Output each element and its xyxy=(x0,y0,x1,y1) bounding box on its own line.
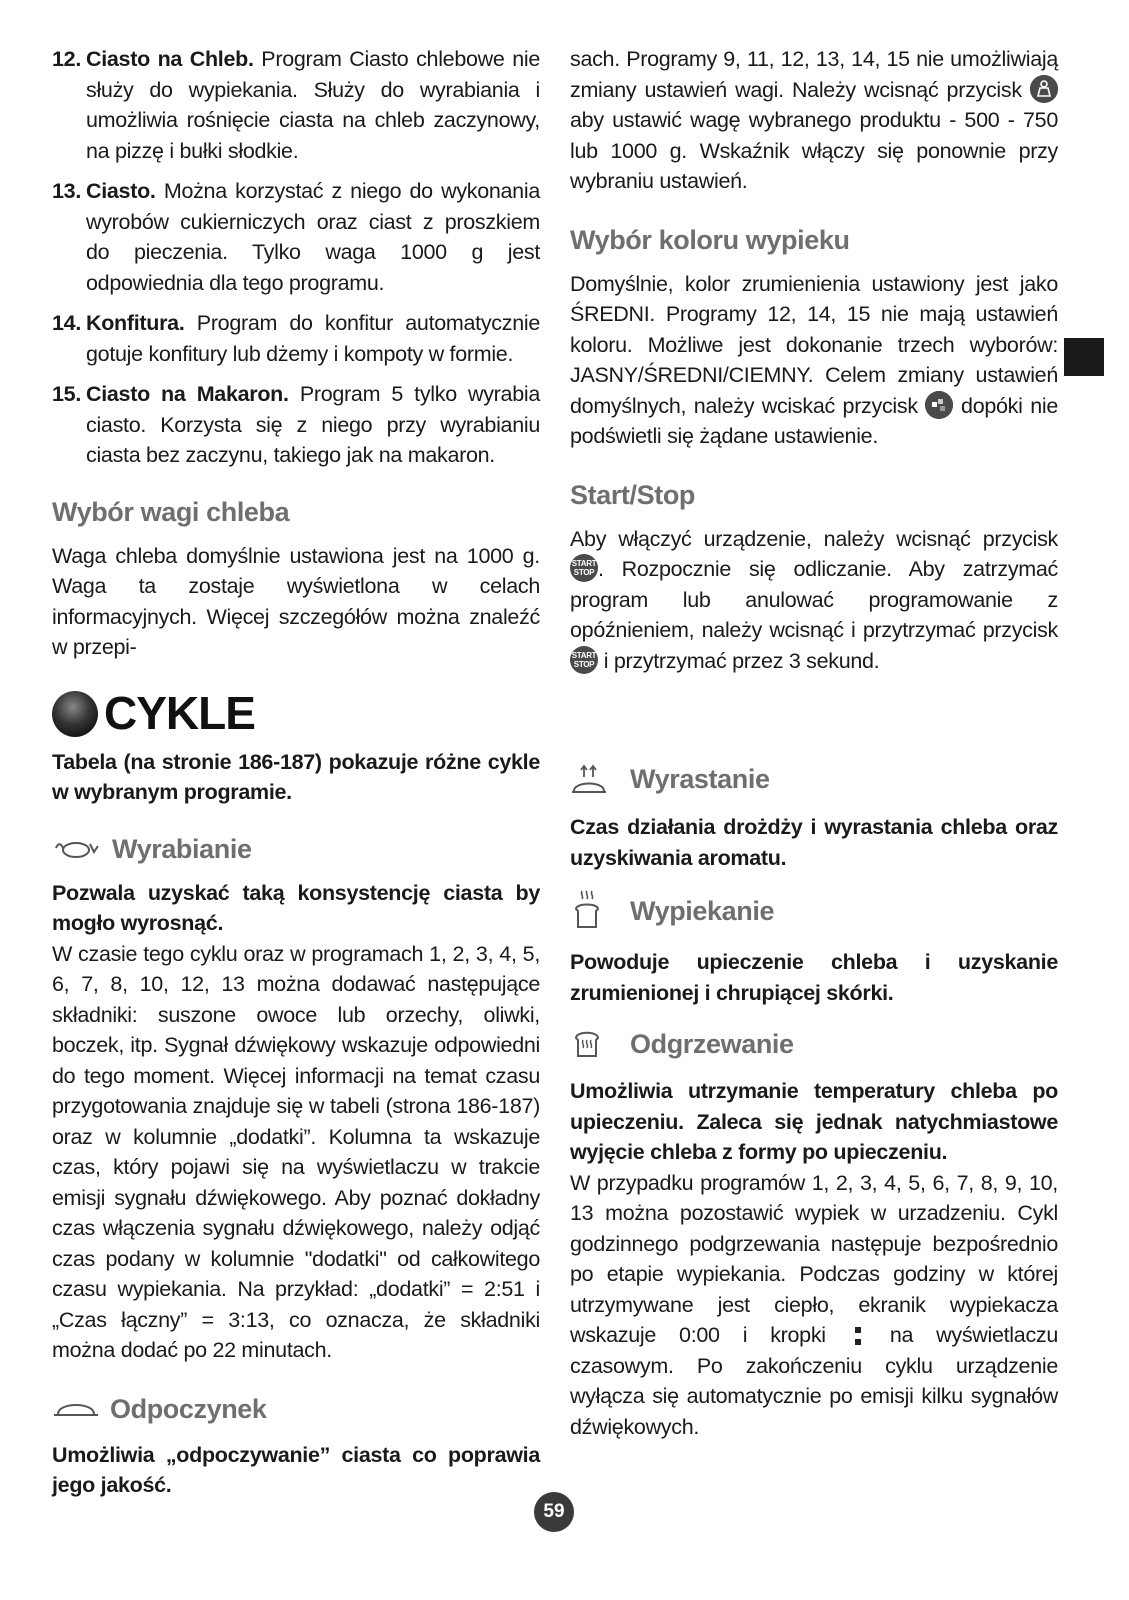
bake-icon xyxy=(570,887,620,935)
rest-lead: Umożliwia „odpoczywanie” ciasta co poprawia jego jakość. xyxy=(52,1442,540,1497)
bake-heading: Wypiekanie xyxy=(630,896,775,926)
cykle-ball-icon xyxy=(52,691,98,737)
bake-lead: Powoduje upieczenie chleba i uzyskanie zrumienionej i chrupiącej skórki. xyxy=(570,950,1058,1005)
rise-heading-row xyxy=(570,762,1058,796)
item-number: 15. xyxy=(52,382,81,406)
item-title: Konfitura. xyxy=(86,311,185,335)
right-column xyxy=(570,44,1058,1442)
warm-lead: Umożliwia utrzymanie temperatury chleba po upieczeniu. Zaleca się jednak natychmiastowe wyjęcie chleba z formy po upieczeniu. xyxy=(570,1079,1058,1164)
kneading-icon xyxy=(52,836,102,862)
page-number: 59 xyxy=(534,1492,574,1532)
color-heading: Wybór koloru wypieku xyxy=(570,224,850,255)
kneading-text: W czasie tego cyklu oraz w programach 1, 2, 3, 4, 5, 6, 7, 8, 10, 12, 13 można dodawać następujące składniki: suszone owoce lub orzechy, oliwki, boczek, itp. Sygnał dźwiękowy wskazuje odpowiedni do tego moment. Więcej informacji na temat czasu przygotowania znajduje się w tabeli (strona 186-187) oraz w kolumnie „dodatki”. Kolumna ta wskazuje czas, który pojawi się na wyświetlaczu w trakcie emisji sygnału dźwiękowego. Aby poznać dokładny czas włączenia sygnału dźwiękowego, należy odjąć czas podany w kolumnie "dodatki" od całkowitego czasu wypiekania. Na przykład: „dodatki” = 2:51 i „Czas łączny” = 3:13, co oznacza, że składniki można dodać po 22 minutach. xyxy=(52,941,540,1362)
warm-text: W przypadku programów 1, 2, 3, 4, 5, 6, 7, 8, 9, 10, 13 można pozostawić wypiek w urzadzeniu. Cykl godzinnego podgrzewania następuje bezpośrednio po etapie wypiekania. Podczas godziny w której utrzymywane jest ciepło, ekranik wypiekacza wskazuje 0:00 i kropki na wyświetlaczu czasowym. Po zakończeniu cyklu urządzenie wyłącza się automatycznie po emisji kilku sygnałów dźwiękowych. xyxy=(570,1170,1058,1439)
item-number: 13. xyxy=(52,179,81,203)
program-item-12 xyxy=(52,44,540,166)
rise-icon xyxy=(570,763,620,795)
cykle-title xyxy=(52,687,540,740)
item-text: Program Ciasto chlebowe nie służy do wypiekania. Służy do wyrabiania i umożliwia rośnięcie ciasta na chleb zaczynowy, na pizzę i bułki słodkie. xyxy=(86,47,540,163)
color-button-icon xyxy=(925,391,953,419)
kneading-lead: Pozwala uzyskać taką konsystencję ciasta by mogło wyrosnąć. xyxy=(52,880,540,935)
weight-text: Waga chleba domyślnie ustawiona jest na 1000 g. Waga ta zostaje wyświetlona w celach informacyjnych. Więcej szczegółów można znaleźć w przepi- xyxy=(52,543,540,659)
cykle-lead: Tabela (na stronie 186-187) pokazuje różne cykle w wybranym programie. xyxy=(52,749,540,804)
item-title: Ciasto na Chleb. xyxy=(86,47,254,71)
program-item-14 xyxy=(52,308,540,369)
rise-lead: Czas działania drożdży i wyrastania chleba oraz uzyskiwania aromatu. xyxy=(570,815,1058,870)
weight-heading: Wybór wagi chleba xyxy=(52,496,290,527)
section-tab-marker xyxy=(1064,338,1104,376)
start-stop-heading: Start/Stop xyxy=(570,479,696,510)
item-number: 12. xyxy=(52,47,81,71)
item-text: Można korzystać z niego do wykonania wyrobów cukierniczych oraz ciast z proszkiem do pieczenia. Tylko waga 1000 g jest odpowiednia dla tego programu. xyxy=(86,179,540,295)
warm-heading: Odgrzewanie xyxy=(630,1029,794,1059)
item-text: Program 5 tylko wyrabia ciasto. Korzysta się z niego przy wyrabianiu ciasta bez zaczynu, takiego jak na makaron. xyxy=(86,382,540,467)
item-text: Program do konfitur automatycznie gotuje konfitury lub dżemy i kompoty w formie. xyxy=(86,311,540,366)
color-text: Domyślnie, kolor zrumienienia ustawiony jest jako ŚREDNI. Programy 12, 14, 15 nie mają ustawień koloru. Możliwe jest dokonanie trzech wyborów: JASNY/ŚREDNI/CIEMNY. Celem zmiany ustawień domyślnych, należy wciskać przycisk dopóki nie podświetli się żądane ustawienie. xyxy=(570,271,1058,448)
start-stop-button-icon: START STOP xyxy=(570,554,598,582)
program-item-13 xyxy=(52,176,540,298)
cykle-title-text: CYKLE xyxy=(104,687,255,740)
start-stop-button-icon: START STOP xyxy=(570,646,598,674)
warm-icon xyxy=(570,1026,620,1062)
rest-icon xyxy=(52,1396,100,1422)
bake-heading-row xyxy=(570,887,1058,935)
kneading-heading: Wyrabianie xyxy=(112,833,252,864)
warm-heading-row xyxy=(570,1026,1058,1062)
weight-continuation: sach. Programy 9, 11, 12, 13, 14, 15 nie umożliwiają zmiany ustawień wagi. Należy wcisnąć przycisk aby ustawić wagę wybranego produktu - 500 - 750 lub 1000 g. Wskaźnik włączy się ponownie przy wybraniu ustawień. xyxy=(570,47,1058,193)
item-number: 14. xyxy=(52,311,81,335)
start-stop-text: Aby włączyć urządzenie, należy wcisnąć przycisk START STOP . Rozpocznie się odliczanie. Aby zatrzymać program lub anulować programowanie z opóźnieniem, należy wcisnąć i przytrzymać przycisk START STOP i przytrzymać przez 3 sekund. xyxy=(570,526,1058,673)
left-column xyxy=(52,44,540,1501)
kneading-heading-row xyxy=(52,832,540,866)
item-title: Ciasto na Makaron. xyxy=(86,382,289,406)
item-title: Ciasto. xyxy=(86,179,156,203)
rest-heading-row xyxy=(52,1392,540,1426)
weight-button-icon xyxy=(1030,75,1058,103)
rest-heading: Odpoczynek xyxy=(110,1393,267,1424)
program-item-15 xyxy=(52,379,540,471)
colon-dots-icon xyxy=(853,1324,863,1348)
rise-heading: Wyrastanie xyxy=(630,764,770,794)
